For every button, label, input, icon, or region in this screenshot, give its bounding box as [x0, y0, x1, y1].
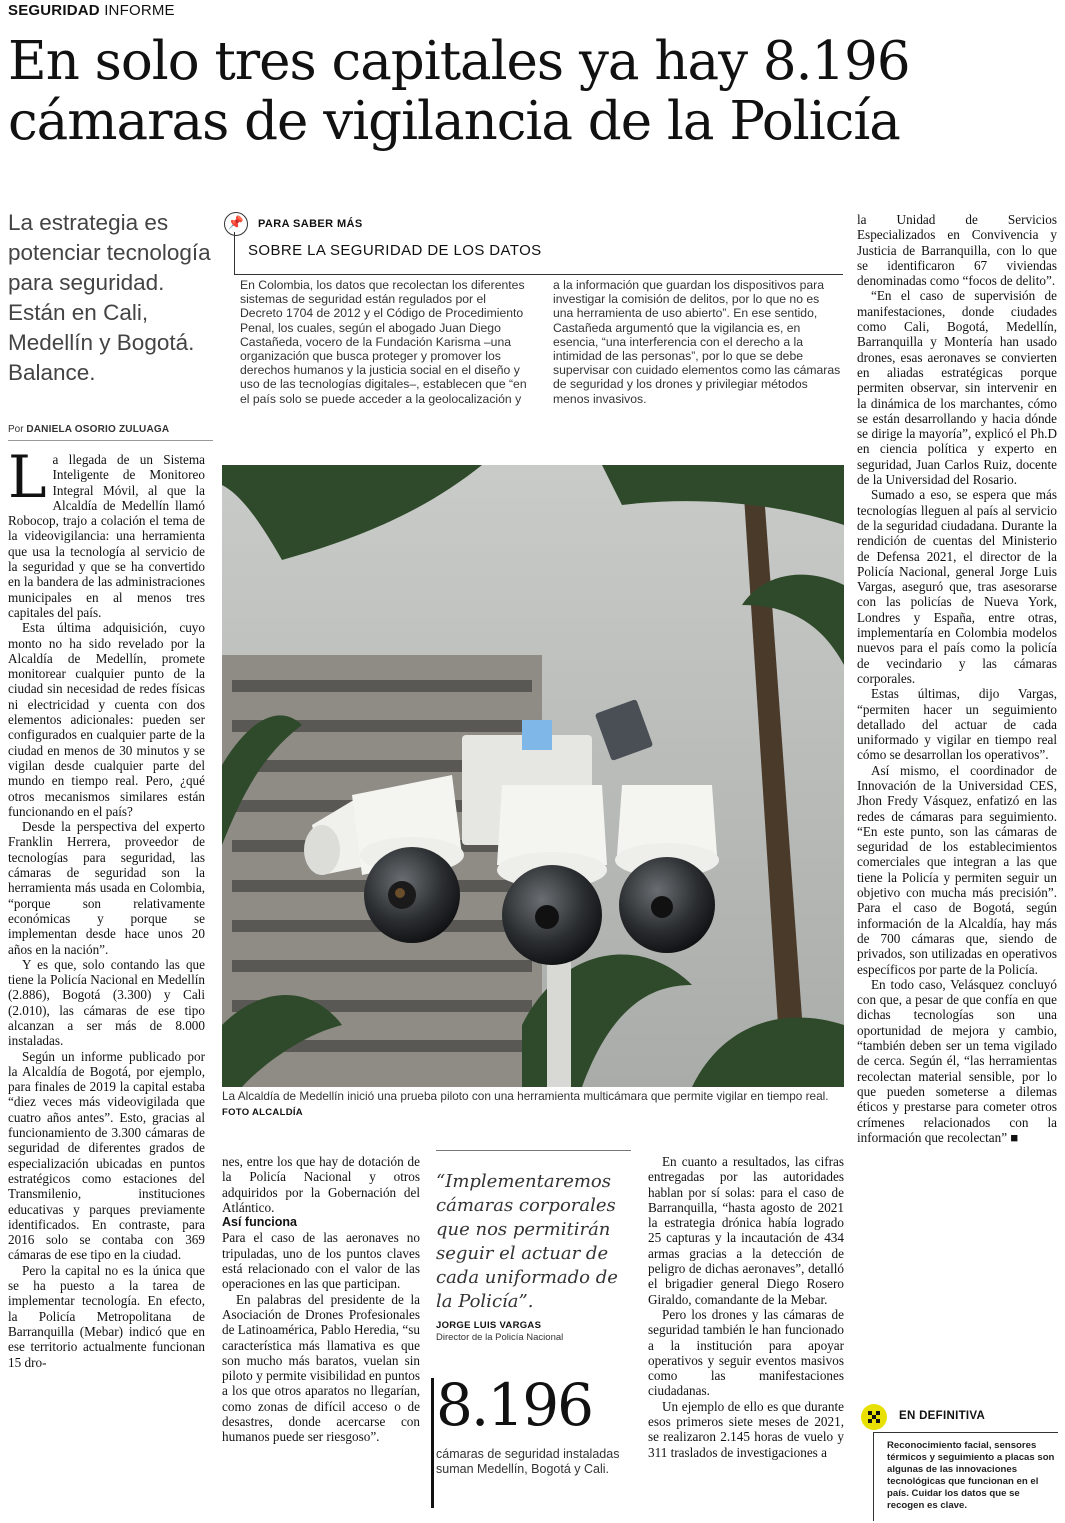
article-column-2	[222, 1154, 420, 1445]
col1-paragraph-3: Desde la perspectiva del experto Franklin Herrera, proveedor de tecnologías para seguridad, las cámaras de seguridad son la herramienta más usada en Colombia, “porque son relativamente económicas y porque se implementan desde hace unos 20 años en la nación”.	[8, 819, 205, 957]
info-box-text: En Colombia, los datos que recolectan los diferentes sistemas de seguridad están regulados por el Decreto 1704 de 2012 y el Código de Procedimiento Penal, los cuales, según el abogado Juan Diego Castañeda, vocero de la Fundación Karisma –una organización que busca proteger y promover los derechos humanos y la justicia social en el diseño y uso de las tecnologías digitales–, establecen que “en el país solo se puede acceder a la geolocalización y a la información que guardan los dispositivos para investigar la comisión de delitos, por lo que no es una herramienta de uso abierto”. En ese sentido, Castañeda argumentó que la vigilancia es, en esencia, “una interferencia con el derecho a la intimidad de las personas”, por lo que se debe supervisar con cuidado elementos como las cámaras de seguridad y los drones y privilegiar métodos menos invasivos.	[240, 278, 841, 406]
info-box-label: PARA SABER MÁS	[258, 218, 363, 230]
article-column-4	[648, 1154, 844, 1460]
col4-paragraph-1: En cuanto a resultados, las cifras entregadas por las autoridades hablan por sí solas: para el caso de Barranquilla, “hasta agosto de 2021 la estrategia drónica había logrado 25 capturas y la incautación de 434 armas gracias a la detección de peligro de dichas aeronaves”, detalló el brigadier general Diego Rosero Giraldo, comandante de la Mebar.	[648, 1154, 844, 1307]
figure-bar	[431, 1378, 434, 1508]
drop-cap: L	[8, 443, 47, 511]
info-box	[222, 212, 842, 442]
big-number-caption: cámaras de seguridad instaladas suman Medellín, Bogotá y Cali.	[436, 1447, 620, 1476]
summary-box	[857, 1402, 1057, 1520]
subhead: Así funciona	[222, 1215, 298, 1230]
col1-paragraph-5: Según un informe publicado por la Alcaldía de Bogotá, por ejemplo, para finales de 2019 la capital estaba “diez veces más videovigilada que cuatro años antes”. Esto, gracias al funcionamiento de 3.300 cámaras de seguridad de diferentes grados de especialización ubicadas en puntos estratégicos como estaciones del Transmilenio, instituciones educativas y parques previamente identificados. En contraste, para 2016 solo se contaba con 369 cámaras de ese tipo en la ciudad.	[8, 1048, 205, 1263]
pull-quote: “Implementaremos cámaras corporales que nos permitirán seguir el actuar de cada uniformado de la Policía”.	[436, 1171, 618, 1312]
section-type: INFORME	[104, 2, 175, 19]
byline-prefix: Por	[8, 424, 24, 435]
col1-paragraph-6: Pero la capital no es la única que se ha puesto a la tarea de implementar tecnología. En efecto, la Policía Metropolitana de Barranquilla (Mebar) indicó que en ese territorio actualmente funcionan 15 dro-	[8, 1262, 205, 1370]
article-column-5	[857, 212, 1057, 1145]
col4-paragraph-2: Pero los drones y las cámaras de seguridad también le han funcionado a la institución para apoyar operativos y seguir eventos masivos como las manifestaciones ciudadanas.	[648, 1306, 844, 1399]
col5-paragraph-1: la Unidad de Servicios Especializados en Convivencia y Justicia de Barranquilla, con lo que se identificaron 67 viviendas denominadas como “focos de delito”.	[857, 212, 1057, 289]
col1-paragraph-1-text: a llegada de un Sistema Inteligente de Monitoreo Integral Móvil, al que la Alcaldía de Medellín llamó Robocop, trajo a colación el tema de la videovigilancia: una herramienta que usa la tecnología al servicio de la seguridad y que se ha convertido en la bandera de las administraciones municipales en al menos tres capitales del país.	[8, 452, 205, 620]
col1-paragraph-1	[8, 443, 205, 620]
surveillance-cameras-illustration	[222, 465, 844, 1087]
section-name: SEGURIDAD	[8, 2, 100, 19]
col2-paragraph-1: nes, entre los que hay de dotación de la Policía Nacional y otros adquiridos por la Gobernación del Atlántico.	[222, 1154, 420, 1215]
quote-rule	[436, 1150, 631, 1151]
article-column-1	[8, 443, 205, 1370]
photo-credit: FOTO ALCALDÍA	[222, 1107, 303, 1118]
byline-author: DANIELA OSORIO ZULUAGA	[26, 424, 170, 435]
col1-paragraph-2: Esta última adquisición, cuyo monto no ha sido revelado por la Alcaldía de Medellín, promete monitorear cualquier punto de la ciudad sin necesidad de redes físicas ni electricidad y cuenta con dos elementos adicionales: pueden ser configurados en cualquier parte de la ciudad en menos de 30 minutos y se vigilan desde cualquier parte del mundo en tiempo real. Pero, ¿qué otros mecanismos similares están funcionando en el país?	[8, 620, 205, 819]
col4-paragraph-3: Un ejemplo de ello es que durante esos primeros siete meses de 2021, se realizaron 2.145 horas de vuelo y 311 traslados de investigaciones a	[648, 1398, 844, 1460]
col5-paragraph-2: “En el caso de supervisión de manifestaciones, donde ciudades como Cali, Bogotá, Medellín, Barranquilla y Montería han usado drones, esas aeronaves se convierten en aliadas estratégicas porque permiten observar, sin intervenir en la dinámica de los marchantes, cómo se están desarrollando y hacia dónde se dirige la mayoría”, explicó el Ph.D en ciencia política y experto en seguridad, Juan Carlos Ruiz, docente de la Universidad del Rosario.	[857, 288, 1057, 488]
big-number: 8.196	[436, 1371, 593, 1439]
col5-paragraph-3: Sumado a eso, se espera que más tecnologías lleguen al país al servicio de la seguridad ciudadana. Durante la rendición de cuentas del Ministerio de Defensa 2021, el director de la Policía Nacional, general Jorge Luis Vargas, aseguró que, tras asesorarse con las policías de Nueva York, Londres y España, entre otras, implementaría en Colombia modelos nuevos para el país como la policía de vecindario y las cámaras corporales.	[857, 487, 1057, 686]
dek: La estrategia es potenciar tecnología para seguridad. Están en Cali, Medellín y Bogotá. Balance.	[8, 210, 211, 385]
summary-box-label: EN DEFINITIVA	[899, 1410, 986, 1422]
col1-paragraph-4: Y es que, solo contando las que tiene la Policía Nacional en Medellín (2.886), Bogotá (3.300) y Cali (2.010), las cámaras de ese tipo alcanzan a ser más de 8.000 instaladas.	[8, 956, 205, 1049]
byline-rule	[8, 440, 213, 441]
col2-paragraph-2: Para el caso de las aeronaves no tripuladas, uno de los puntos claves está relacionado con el valor de las operaciones en las que participan.	[222, 1230, 420, 1292]
info-box-subtitle: SOBRE LA SEGURIDAD DE LOS DATOS	[248, 242, 542, 259]
col5-paragraph-5: Así mismo, el coordinador de Innovación de la Universidad CES, Jhon Fredy Vásquez, enfatizó en las redes de cámaras para seguimiento. “En este punto, son las cámaras de seguridad de los establecimientos comerciales que integran a las que tiene la Policía y permiten seguir un objetivo con mucha más precisión”. Para el caso de Bogotá, según información de la Alcaldía, hay más de 700 cámaras que, siendo de privados, son utilizadas en operativos específicos por parte de la Policía.	[857, 762, 1057, 977]
photo-caption	[222, 1089, 842, 1120]
caption-text: La Alcaldía de Medellín inició una prueba piloto con una herramienta multicámara que permite vigilar en tiempo real.	[222, 1089, 829, 1103]
headline: En solo tres capitales ya hay 8.196 cámaras de vigilancia de la Policía	[8, 31, 910, 152]
col5-paragraph-4: Estas últimas, dijo Vargas, “permiten hacer un seguimiento detallado del actuar de cada uniformado y vigilar en tiempo real cómo se desarrollan los operativos”.	[857, 686, 1057, 763]
section-label	[8, 2, 175, 19]
quote-attribution-name: JORGE LUIS VARGAS	[436, 1320, 542, 1331]
dots-icon	[861, 1404, 887, 1430]
pushpin-icon: 📌	[224, 212, 248, 236]
col5-paragraph-6: En todo caso, Velásquez concluyó con que, a pesar de que confía en que dichas tecnologías son una oportunidad de mejora y cambio, “también deben ser un tema vigilado de cerca. Según él, “las herramientas recolectan material sensible, por lo que pueden someterse a dilemas éticos y prestarse para cometer otros crímenes relacionados con la información que recolectan” ■	[857, 976, 1057, 1145]
article-photo	[222, 465, 844, 1087]
byline	[8, 424, 169, 435]
quote-attribution-title: Director de la Policía Nacional	[436, 1332, 564, 1343]
col2-paragraph-3: En palabras del presidente de la Asociación de Drones Profesionales de Latinoamérica, Pablo Heredia, “su característica más llamativa es que son mucho más baratos, vuelan sin piloto y permite visibilidad en puntos a los que otros aparatos no llegarían, como zonas de difícil acceso o de desastres, donde acercarse con humanos puede ser riesgoso”.	[222, 1291, 420, 1445]
summary-box-text: Reconocimiento facial, sensores térmicos y seguimiento a placas son algunas de las innovaciones tecnológicas que funcionan en el país. Cuidar los datos que se recogen es clave.	[887, 1440, 1055, 1511]
